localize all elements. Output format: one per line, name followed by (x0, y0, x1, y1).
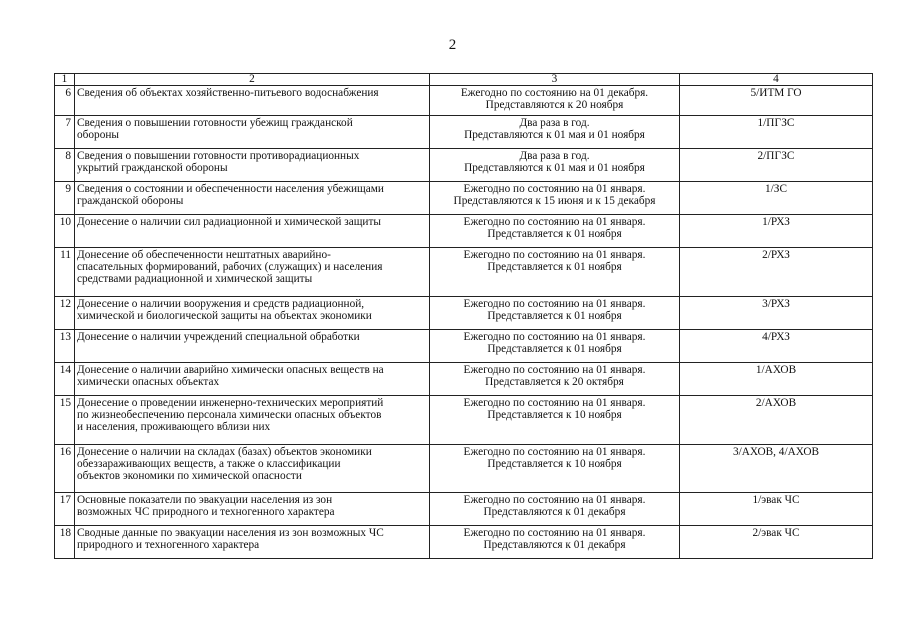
table-row (55, 493, 873, 526)
report-term-line: Ежегодно по состоянию на 01 января. (463, 331, 646, 343)
report-form-code: 1/эвак ЧС (680, 493, 873, 526)
report-term-line: Представляется к 20 октября (485, 376, 624, 389)
report-description (75, 215, 430, 248)
report-description-line: Сведения о повышении готовности убежищ гражданской (77, 117, 353, 129)
report-description (75, 363, 430, 396)
report-description-line: Сводные данные по эвакуации населения из зон возможных ЧС (77, 527, 384, 539)
report-form-code: 3/АХОВ, 4/АХОВ (680, 445, 873, 493)
report-form-code: 1/ЗС (680, 182, 873, 215)
report-term-line: Ежегодно по состоянию на 01 декабря. (460, 87, 649, 99)
report-form-code: 2/АХОВ (680, 396, 873, 445)
row-number: 11 (55, 248, 75, 297)
report-description (75, 330, 430, 363)
report-term-line: Ежегодно по состоянию на 01 января. (463, 216, 646, 228)
table-row (55, 149, 873, 182)
report-term (430, 215, 680, 248)
report-description-line: Донесение о наличии сил радиационной и химической защиты (77, 216, 381, 228)
reports-table (54, 73, 873, 559)
row-number: 17 (55, 493, 75, 526)
report-description-line: Основные показатели по эвакуации населения из зон (77, 494, 333, 506)
row-number: 10 (55, 215, 75, 248)
report-form-code: 1/АХОВ (680, 363, 873, 396)
report-term (430, 493, 680, 526)
report-term-line: Ежегодно по состоянию на 01 января. (463, 527, 646, 539)
report-term-line: Два раза в год. (519, 117, 590, 129)
report-term-line: Представляется к 01 ноября (487, 228, 622, 241)
report-description-line: объектов экономики по химической опасности (77, 470, 302, 483)
report-description-line: и населения, проживающего вблизи них (77, 421, 271, 434)
report-term (430, 396, 680, 445)
report-term (430, 297, 680, 330)
table-row (55, 182, 873, 215)
report-form-code: 2/РХЗ (680, 248, 873, 297)
report-description (75, 182, 430, 215)
report-description-line: Донесение об обеспеченности нештатных аварийно- (77, 249, 331, 261)
row-number: 15 (55, 396, 75, 445)
report-term-line: Ежегодно по состоянию на 01 января. (463, 397, 646, 409)
report-term (430, 330, 680, 363)
table-row (55, 526, 873, 559)
row-number: 9 (55, 182, 75, 215)
report-term (430, 248, 680, 297)
report-description-line: Сведения об объектах хозяйственно-питьевого водоснабжения (77, 87, 379, 99)
header-col-form: 4 (680, 74, 873, 86)
report-term-line: Представляется к 01 ноября (487, 343, 622, 356)
report-term-line: Ежегодно по состоянию на 01 января. (463, 183, 646, 195)
row-number: 18 (55, 526, 75, 559)
row-number: 16 (55, 445, 75, 493)
reports-table-body (55, 74, 873, 559)
report-term-line: Представляется к 01 ноября (487, 261, 622, 274)
table-row (55, 297, 873, 330)
report-term (430, 182, 680, 215)
report-term (430, 363, 680, 396)
report-description-line: Донесение о наличии аварийно химически опасных веществ на (77, 364, 384, 376)
report-description-line: природного и техногенного характера (77, 539, 260, 552)
table-row (55, 248, 873, 297)
report-description-line: гражданской обороны (77, 195, 184, 208)
report-form-code: 3/РХЗ (680, 297, 873, 330)
report-description (75, 149, 430, 182)
report-term-line: Представляются к 01 мая и 01 ноября (464, 162, 645, 175)
table-header-row (55, 74, 873, 86)
report-term-line: Представляются к 01 мая и 01 ноября (464, 129, 645, 142)
report-description (75, 445, 430, 493)
report-description-line: Донесение о наличии вооружения и средств радиационной, (77, 298, 365, 310)
report-description-line: средствами радиационной и химической защиты (77, 273, 313, 286)
report-description-line: по жизнеобеспечению персонала химически опасных объектов (77, 409, 382, 422)
row-number: 8 (55, 149, 75, 182)
table-row (55, 86, 873, 116)
report-term (430, 526, 680, 559)
report-description-line: Донесение о наличии учреждений специальной обработки (77, 331, 360, 343)
report-term-line: Представляются к 01 декабря (483, 539, 626, 552)
table-row (55, 330, 873, 363)
report-form-code: 5/ИТМ ГО (680, 86, 873, 116)
report-description-line: Донесение о проведении инженерно-технических мероприятий (77, 397, 384, 409)
report-form-code: 4/РХЗ (680, 330, 873, 363)
header-col-term: 3 (430, 74, 680, 86)
header-col-description: 2 (75, 74, 430, 86)
report-description-line: Донесение о наличии на складах (базах) объектов экономики (77, 446, 372, 458)
row-number: 6 (55, 86, 75, 116)
report-term-line: Представляются к 01 декабря (483, 506, 626, 519)
report-term-line: Представляется к 10 ноября (487, 409, 622, 422)
report-description-line: химически опасных объектах (77, 376, 220, 389)
row-number: 14 (55, 363, 75, 396)
report-term (430, 86, 680, 116)
row-number: 7 (55, 116, 75, 149)
report-term-line: Ежегодно по состоянию на 01 января. (463, 446, 646, 458)
table-row (55, 215, 873, 248)
table-row (55, 363, 873, 396)
report-term-line: Ежегодно по состоянию на 01 января. (463, 494, 646, 506)
report-term-line: Представляются к 15 июня и к 15 декабря (453, 195, 656, 208)
report-term-line: Представляются к 20 ноября (485, 99, 624, 112)
table-row (55, 445, 873, 493)
report-term-line: Представляется к 10 ноября (487, 458, 622, 471)
report-description-line: укрытий гражданской обороны (77, 162, 228, 175)
report-description (75, 297, 430, 330)
report-description-line: возможных ЧС природного и техногенного характера (77, 506, 335, 519)
report-description (75, 86, 430, 116)
row-number: 12 (55, 297, 75, 330)
report-description-line: Сведения о состоянии и обеспеченности населения убежищами (77, 183, 384, 195)
row-number: 13 (55, 330, 75, 363)
page-number: 2 (448, 37, 457, 53)
report-form-code: 1/РХЗ (680, 215, 873, 248)
report-description-line: химической и биологической защиты на объектах экономики (77, 310, 372, 323)
table-row (55, 116, 873, 149)
report-description-line: обеззараживающих веществ, а также о классификации (77, 458, 341, 471)
report-description (75, 526, 430, 559)
report-term-line: Ежегодно по состоянию на 01 января. (463, 249, 646, 261)
report-form-code: 2/эвак ЧС (680, 526, 873, 559)
report-description-line: спасательных формирований, рабочих (служащих) и населения (77, 261, 383, 274)
report-description (75, 248, 430, 297)
report-description (75, 396, 430, 445)
report-description-line: Сведения о повышении готовности противорадиационных (77, 150, 360, 162)
report-description (75, 116, 430, 149)
report-description-line: обороны (77, 129, 119, 142)
report-form-code: 2/ПГЗС (680, 149, 873, 182)
report-term-line: Ежегодно по состоянию на 01 января. (463, 364, 646, 376)
report-term (430, 149, 680, 182)
table-row (55, 396, 873, 445)
report-term (430, 116, 680, 149)
header-col-number: 1 (55, 74, 75, 86)
report-term-line: Два раза в год. (519, 150, 590, 162)
report-term-line: Ежегодно по состоянию на 01 января. (463, 298, 646, 310)
report-form-code: 1/ПГЗС (680, 116, 873, 149)
report-term (430, 445, 680, 493)
report-description (75, 493, 430, 526)
report-term-line: Представляется к 01 ноября (487, 310, 622, 323)
